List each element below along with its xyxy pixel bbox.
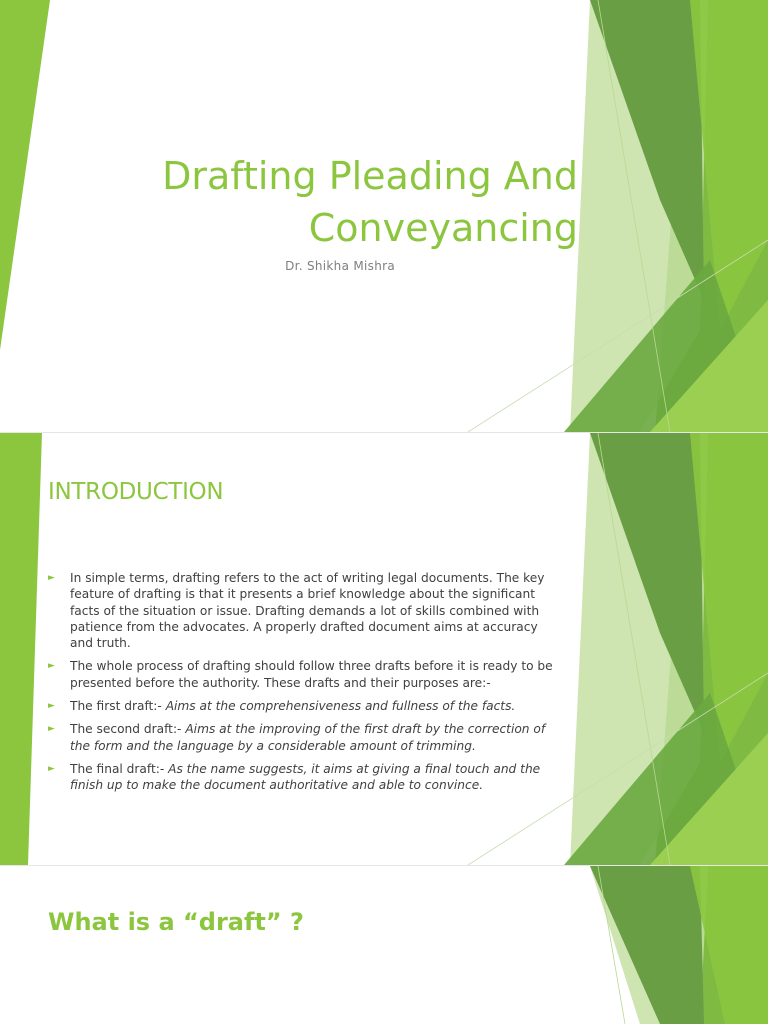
bullet-arrow-icon: ► <box>48 701 55 712</box>
bullet-text: The final draft:- <box>70 761 169 776</box>
bullet-arrow-icon: ► <box>48 661 55 672</box>
bullet-text: The first draft:- <box>70 699 166 714</box>
bullet-arrow-icon: ► <box>48 724 55 735</box>
title-slide <box>0 0 768 432</box>
bullet-emphasis: As the name suggests, it aims at giving a final touch and the finish up to make the document authoritative and able to convince. <box>70 761 541 793</box>
introduction-slide <box>0 433 768 865</box>
slide-title <box>58 150 578 254</box>
draft-question-heading: What is a “draft” ? <box>48 908 304 936</box>
bullet-text: In simple terms, drafting refers to the act of writing legal documents. The key feature of drafting is that it presents a brief knowledge about the significant facts of the situation or issue. Drafting demands a lot of skills combined with patience from the advocates. A properly drafted document aims at accuracy and truth. <box>70 571 545 651</box>
list-item <box>48 698 558 714</box>
bullet-list <box>48 570 558 801</box>
draft-definition-slide <box>0 866 768 1024</box>
bullet-arrow-icon: ► <box>48 763 55 774</box>
list-item <box>48 658 558 691</box>
list-item <box>48 570 558 651</box>
bullet-emphasis: Aims at the improving of the first draft by the correction of the form and the language by a considerable amount of trimming. <box>70 722 546 753</box>
bullet-text: The second draft:- <box>70 722 186 737</box>
bullet-text: The whole process of drafting should follow three drafts before it is ready to be presented before the authority. These drafts and their purposes are:- <box>70 659 553 690</box>
slide-title-line1: Drafting Pleading And <box>162 154 578 198</box>
introduction-heading: INTRODUCTION <box>48 479 224 505</box>
green-facet-decoration <box>0 866 768 1024</box>
list-item <box>48 721 558 754</box>
slide-subtitle: Dr. Shikha Mishra <box>285 259 395 273</box>
bullet-emphasis: Aims at the comprehensiveness and fullness of the facts. <box>165 699 516 714</box>
slide-title-line2: Conveyancing <box>308 206 578 250</box>
bullet-arrow-icon: ► <box>48 573 55 583</box>
list-item <box>48 761 558 794</box>
